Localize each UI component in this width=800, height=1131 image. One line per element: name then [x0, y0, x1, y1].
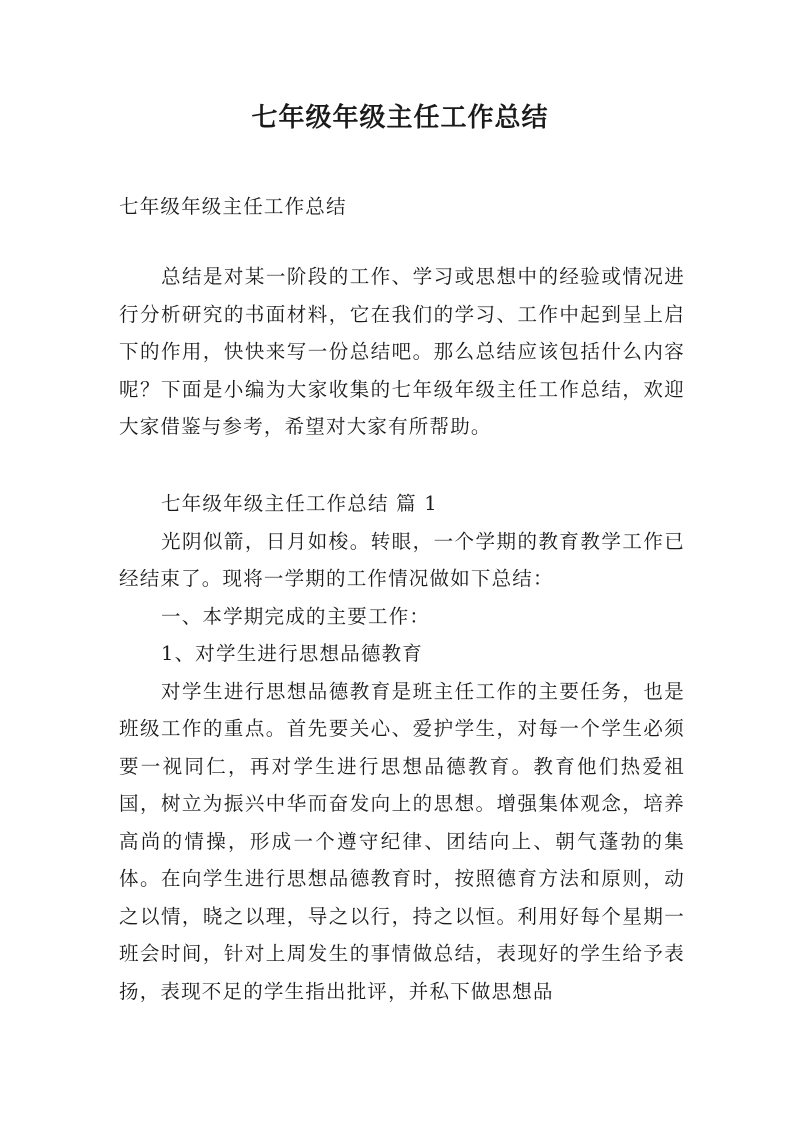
document-title: 七年级年级主任工作总结 [251, 103, 549, 133]
intro-paragraph: 总结是对某一阶段的工作、学习或思想中的经验或情况进行分析研究的书面材料，它在我们的学习、工作中起到呈上启下的作用，快快来写一份总结吧。那么总结应该包括什么内容呢？下面是小编为大家收集的七年级年级主任工作总结，欢迎大家借鉴与参考，希望对大家有所帮助。 [119, 265, 685, 438]
body-paragraph: 对学生进行思想品德教育是班主任工作的主要任务，也是班级工作的重点。首先要关心、爱护学生，对每一个学生必须要一视同仁，再对学生进行思想品德教育。教育他们热爱祖国，树立为振兴中华而奋发向上的思想。增强集体观念，培养高尚的情操，形成一个遵守纪律、团结向上、朝气蓬勃的集体。在向学生进行思想品德教育时，按照德育方法和原则，动之以情，晓之以理，导之以行，持之以恒。利用好每个星期一班会时间，针对上周发生的事情做总结，表现好的学生给予表扬，表现不足的学生指出批评，并私下做思想品 [119, 679, 685, 1003]
body-paragraph: 1、对学生进行思想品德教育 [161, 642, 424, 665]
body-paragraph: 光阴似箭，日月如梭。转眼，一个学期的教育教学工作已经结束了。现将一学期的工作情况做如下总结： [119, 529, 685, 590]
document-subtitle: 七年级年级主任工作总结 [119, 195, 347, 218]
section-content [119, 485, 685, 1010]
body-paragraph: 一、本学期完成的主要工作： [161, 604, 431, 628]
section-heading: 七年级年级主任工作总结 篇 1 [161, 492, 438, 515]
